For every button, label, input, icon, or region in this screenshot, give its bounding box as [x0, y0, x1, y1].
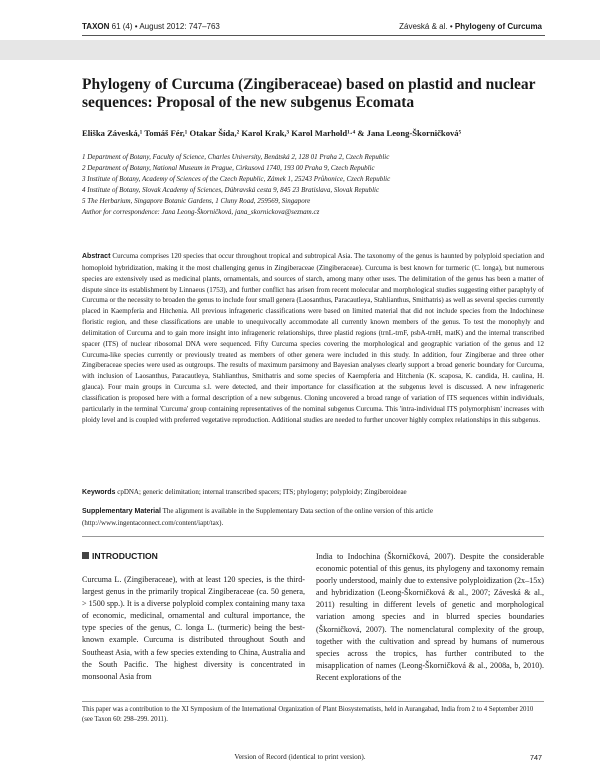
author-list: Eliška Záveská,¹ Tomáš Fér,¹ Otakar Šída,² Karol Krak,³ Karol Marhold¹·⁴ & Jana Leong-Škorničková⁵	[82, 128, 462, 138]
introduction-heading	[82, 551, 158, 561]
affiliation-3: 3 Institute of Botany, Academy of Sciences of the Czech Republic, Zámek 1, 25243 Průhonice, Czech Republic	[82, 175, 391, 183]
supplementary-material	[82, 506, 544, 528]
introduction-column-left: Curcuma L. (Zingiberaceae), with at least 120 species, is the third-largest genus in the primarily tropical Zingiberaceae (ca. 50 genera, > 1500 spp.). It is a diverse polyploid complex containing many taxa of economic, medicinal, ornamental and cultural importance, the type species of the genus, C. longa L. (turmeric) being the best-known example. Curcuma is distributed throughout South and Southeast Asia, with a few species extending to China, Australia and the South Pacific. The highest diversity is concentrated in monsoonal Asia from	[82, 575, 305, 681]
page-number: 747	[530, 753, 542, 762]
affiliation-5: 5 The Herbarium, Singapore Botanic Gardens, 1 Cluny Road, 259569, Singapore	[82, 197, 311, 205]
running-header-article	[399, 22, 542, 31]
header-rule	[82, 35, 545, 36]
keywords-label: Keywords	[82, 489, 116, 496]
abstract-text: Curcuma comprises 120 species that occur throughout tropical and subtropical Asia. The taxonomy of the genus is haunted by polyploid speciation and homoploid hybridization, making it the most challenging genus in Zingiberaceae (Zingiberaceae). Curcuma is best known for turmeric (C. longa), but numerous species are extensively used as medicinal plants, ornamentals, and sources of starch, among many other uses. The delimitation of the genus has been a matter of dispute since its establishment by Linnaeus (1753), and further conflict has arisen from recent molecular and morphological studies suggesting either paraphyly of Curcuma or the necessity to broaden the genus to include four small genera (Laosanthus, Paracautleya, Stahlianthus, Smithatris) as well as several species currently placed in Kaempferia and Hitchenia. All previous infrageneric classifications were based on limited material that did not include species from the Indochinese floristic region, and these classifications are unable to unequivocally accommodate all currently known members of the genus. To test the monophyly and delimitation of Curcuma and to gain more insight into infrageneric relationships, three plastid regions (trnL-trnF, psbA-trnH, matK) and the internal transcribed spacer (ITS) of nuclear ribosomal DNA were sequenced. Fifty Curcuma species covering the morphological and geographic variation of the genus and 12 Curcuma-like species currently or previously treated as members of other genera were included in this study. In addition, four Zingiberae and three other Zingiberaceae species were used as outgroups. The results of maximum parsimony and Bayesian analyses clearly support a broad generic boundary for Curcuma, with inclusion of Laosanthus, Paracautleya, Stahlianthus, Smithatris and some species of Kaempferia and Hitchenia (K. scaposa, K. candida, H. caulina, H. glauca). Four main groups in Curcuma s.l. were detected, and their importance for classification at the subgenus level is discussed. A new infrageneric classification is proposed here with a formal description of a new subgenus. Cloning uncovered a broad range of variation of ITS sequences within individuals, particularly in the terminal 'Curcuma' group containing representatives of the nominal subgenus Curcuma. This 'intra-individual ITS polymorphism' increases with ploidy level and is coupled with preferred vegetative reproduction. Additional studies are needed to further uncover highly complex relationships in this subgenus.	[82, 252, 544, 424]
article-title	[82, 76, 542, 112]
version-of-record: Version of Record (identical to print version).	[234, 753, 366, 761]
keywords-text: cpDNA; generic delimitation; internal transcribed spacers; ITS; phylogeny; polyploidy; Zingiberoideae	[117, 488, 407, 496]
keywords	[82, 487, 544, 498]
running-title: Phylogeny of Curcuma	[454, 22, 542, 31]
abstract-label: Abstract	[82, 253, 111, 260]
running-authors: Záveská & al. •	[399, 22, 453, 31]
introduction-heading-text: INTRODUCTION	[92, 551, 158, 561]
corresponding-author[interactable]: Author for correspondence: Jana Leong-Škorničková, jana_skornickova@seznam.cz	[82, 208, 320, 216]
section-rule	[82, 536, 544, 537]
title-line-1: Phylogeny of Curcuma (Zingiberaceae) based on plastid and nuclear	[82, 76, 536, 93]
abstract	[82, 251, 544, 426]
supplementary-label: Supplementary Material	[82, 508, 161, 515]
journal-issue: 61 (4) • August 2012: 747–763	[111, 22, 220, 31]
running-header-journal	[82, 22, 220, 31]
journal-name: TAXON	[82, 22, 110, 31]
footnote: This paper was a contribution to the XI Symposium of the International Organization of Plant Biosystematists, held in Aurangabad, India from 2 to 4 September 2010 (see Taxon 60: 298–299. 2011).	[82, 706, 534, 723]
title-line-2: sequences: Proposal of the new subgenus Ecomata	[82, 94, 415, 111]
affiliation-2: 2 Department of Botany, National Museum in Prague, Cirkusová 1740, 193 00 Praha 9, Czech Republic	[82, 164, 375, 172]
affiliation-4: 4 Institute of Botany, Slovak Academy of Sciences, Dúbravská cesta 9, 845 23 Bratislava, Slovak Republic	[82, 186, 380, 194]
introduction-column-right: India to Indochina (Škorničková, 2007). Despite the considerable economic potential of this genus, its phylogeny and taxonomy remain poorly understood, mainly due to extensive polyploidization (2x–15x) and hybridization (Leong-Škorničková & al., 2007; Záveská & al., 2011) resulting in different levels of genetic and morphological variation among species and in blurred species boundaries (Škorničková, 2007). The nomenclatural complexity of the group, together with the cultivation and spread by humans of numerous species across the tropics, has further contributed to the misapplication of names (Leong-Škorničková & al., 2008a, b, 2010). Recent explorations of the	[316, 552, 544, 682]
title-band	[0, 40, 600, 60]
square-bullet-icon	[82, 552, 89, 559]
supplementary-text[interactable]: The alignment is available in the Supplementary Data section of the online version of this article (http://www.ingentaconnect.com/content/iapt/tax).	[82, 507, 433, 527]
affiliation-1: 1 Department of Botany, Faculty of Science, Charles University, Benátská 2, 128 01 Praha 2, Czech Republic	[82, 153, 390, 161]
footnote-rule	[82, 701, 544, 702]
